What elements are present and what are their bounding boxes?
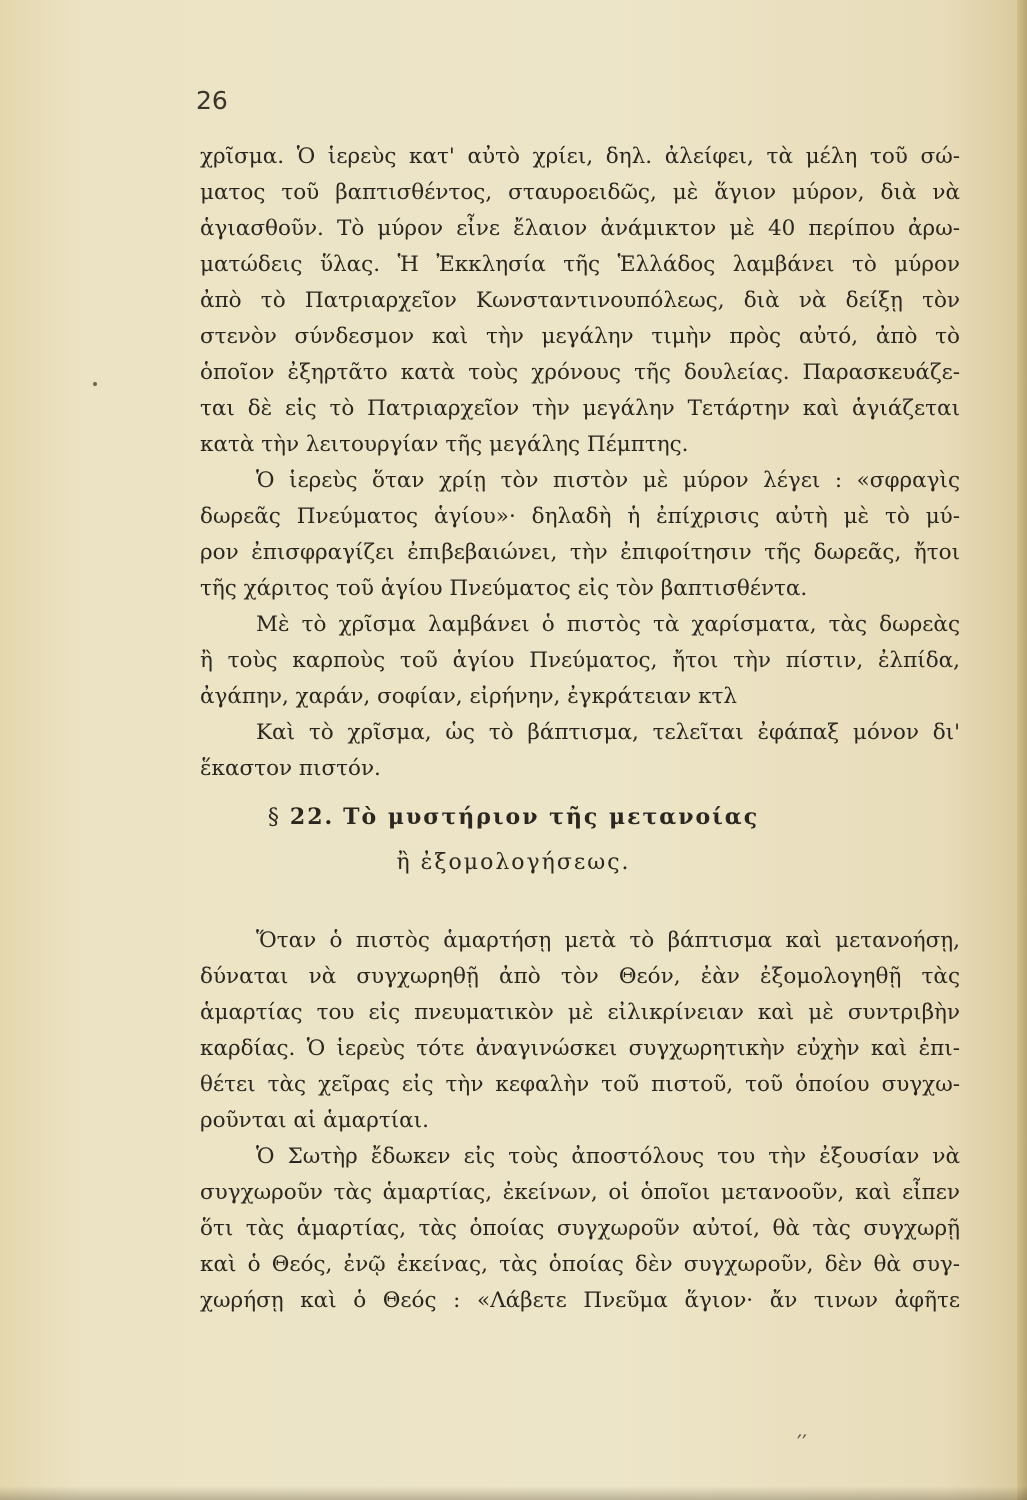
text-line: χωρήσῃ καὶ ὁ Θεός : «Λάβετε Πνεῦμα ἅγιον· ἄν τινων ἀφῆτε bbox=[200, 1288, 960, 1313]
text-line: Ὁ Σωτὴρ ἔδωκεν εἰς τοὺς ἀποστόλους του τὴν ἐξουσίαν νὰ bbox=[256, 1144, 960, 1169]
section-number: 22. bbox=[289, 804, 335, 830]
text-line: ἀγάπην, χαράν, σοφίαν, εἰρήνην, ἐγκράτειαν κτλ bbox=[200, 684, 738, 709]
section-title-line1: Τὸ μυστήριον τῆς μετανοίας bbox=[343, 804, 760, 830]
text-line: ὅτι τὰς ἁμαρτίας, τὰς ὁποίας συγχωροῦν αὐτοί, θὰ τὰς συγχωρῇ bbox=[200, 1216, 960, 1241]
section-subheading bbox=[0, 850, 1027, 875]
text-line: δωρεᾶς Πνεύματος ἁγίου»· δηλαδὴ ἡ ἐπίχρισις αὐτὴ μὲ τὸ μύ- bbox=[200, 504, 960, 529]
text-line: δύναται νὰ συγχωρηθῇ ἀπὸ τὸν Θεόν, ἐὰν ἐξομολογηθῇ τὰς bbox=[200, 964, 960, 989]
page-bottom-shadow bbox=[0, 1486, 1027, 1500]
pencil-mark: ′′ bbox=[797, 1432, 807, 1457]
text-line: ματώδεις ὕλας. Ἡ Ἐκκλησία τῆς Ἑλλάδος λαμβάνει τὸ μύρον bbox=[200, 252, 960, 277]
paper-speck bbox=[93, 382, 97, 386]
text-line: Ὁ ἱερεὺς ὅταν χρίῃ τὸν πιστὸν μὲ μύρον λέγει : «σφραγὶς bbox=[256, 468, 960, 493]
text-line: χρῖσμα. Ὁ ἱερεὺς κατ' αὐτὸ χρίει, δηλ. ἀλείφει, τὰ μέλη τοῦ σώ- bbox=[200, 144, 960, 169]
text-line: τῆς χάριτος τοῦ ἁγίου Πνεύματος εἰς τὸν βαπτισθέντα. bbox=[200, 576, 808, 601]
page-number: 26 bbox=[196, 86, 228, 115]
text-line: καὶ ὁ Θεός, ἐνῷ ἐκείνας, τὰς ὁποίας δὲν συγχωροῦν, δὲν θὰ συγ- bbox=[200, 1252, 960, 1277]
text-line: στενὸν σύνδεσμον καὶ τὴν μεγάλην τιμὴν πρὸς αὐτό, ἀπὸ τὸ bbox=[200, 324, 960, 349]
page-binding-edge bbox=[1017, 0, 1027, 1500]
text-line: ἢ τοὺς καρποὺς τοῦ ἁγίου Πνεύματος, ἤτοι τὴν πίστιν, ἐλπίδα, bbox=[200, 648, 960, 673]
text-line: ροῦνται αἱ ἁμαρτίαι. bbox=[200, 1108, 429, 1133]
section-symbol: § bbox=[267, 805, 281, 830]
text-line: ἁμαρτίας του εἰς πνευματικὸν μὲ εἰλικρίνειαν καὶ μὲ συντριβὴν bbox=[200, 1000, 960, 1025]
text-line: ρον ἐπισφραγίζει ἐπιβεβαιώνει, τὴν ἐπιφοίτησιν τῆς δωρεᾶς, ἤτοι bbox=[200, 540, 960, 565]
text-line: ἀπὸ τὸ Πατριαρχεῖον Κωνσταντινουπόλεως, διὰ νὰ δείξῃ τὸν bbox=[200, 288, 960, 313]
section-title-line2: ἢ ἐξομολογήσεως. bbox=[396, 850, 631, 875]
text-line: συγχωροῦν τὰς ἁμαρτίας, ἐκείνων, οἱ ὁποῖοι μετανοοῦν, καὶ εἶπεν bbox=[200, 1180, 960, 1205]
text-line: Ὅταν ὁ πιστὸς ἁμαρτήσῃ μετὰ τὸ βάπτισμα καὶ μετανοήσῃ, bbox=[256, 928, 960, 953]
text-line: κατὰ τὴν λειτουργίαν τῆς μεγάλης Πέμπτης. bbox=[200, 432, 689, 457]
text-line: ἁγιασθοῦν. Τὸ μύρον εἶνε ἔλαιον ἀνάμικτον μὲ 40 περίπου ἀρω- bbox=[200, 216, 960, 241]
text-line: ἕκαστον πιστόν. bbox=[200, 756, 381, 781]
text-line: ὁποῖον ἐξηρτᾶτο κατὰ τοὺς χρόνους τῆς δουλείας. Παρασκευάζε- bbox=[200, 360, 960, 385]
text-line: καρδίας. Ὁ ἱερεὺς τότε ἀναγινώσκει συγχωρητικὴν εὐχὴν καὶ ἐπι- bbox=[200, 1036, 960, 1061]
text-line: ται δὲ εἰς τὸ Πατριαρχεῖον τὴν μεγάλην Τετάρτην καὶ ἁγιάζεται bbox=[200, 396, 960, 421]
section-heading bbox=[0, 804, 1027, 830]
text-line: Καὶ τὸ χρῖσμα, ὡς τὸ βάπτισμα, τελεῖται ἐφάπαξ μόνον δι' bbox=[256, 720, 960, 745]
text-line: ματος τοῦ βαπτισθέντος, σταυροειδῶς, μὲ ἅγιον μύρον, διὰ νὰ bbox=[200, 180, 960, 205]
text-line: Μὲ τὸ χρῖσμα λαμβάνει ὁ πιστὸς τὰ χαρίσματα, τὰς δωρεὰς bbox=[256, 612, 960, 637]
text-line: θέτει τὰς χεῖρας εἰς τὴν κεφαλὴν τοῦ πιστοῦ, τοῦ ὁποίου συγχω- bbox=[200, 1072, 960, 1097]
